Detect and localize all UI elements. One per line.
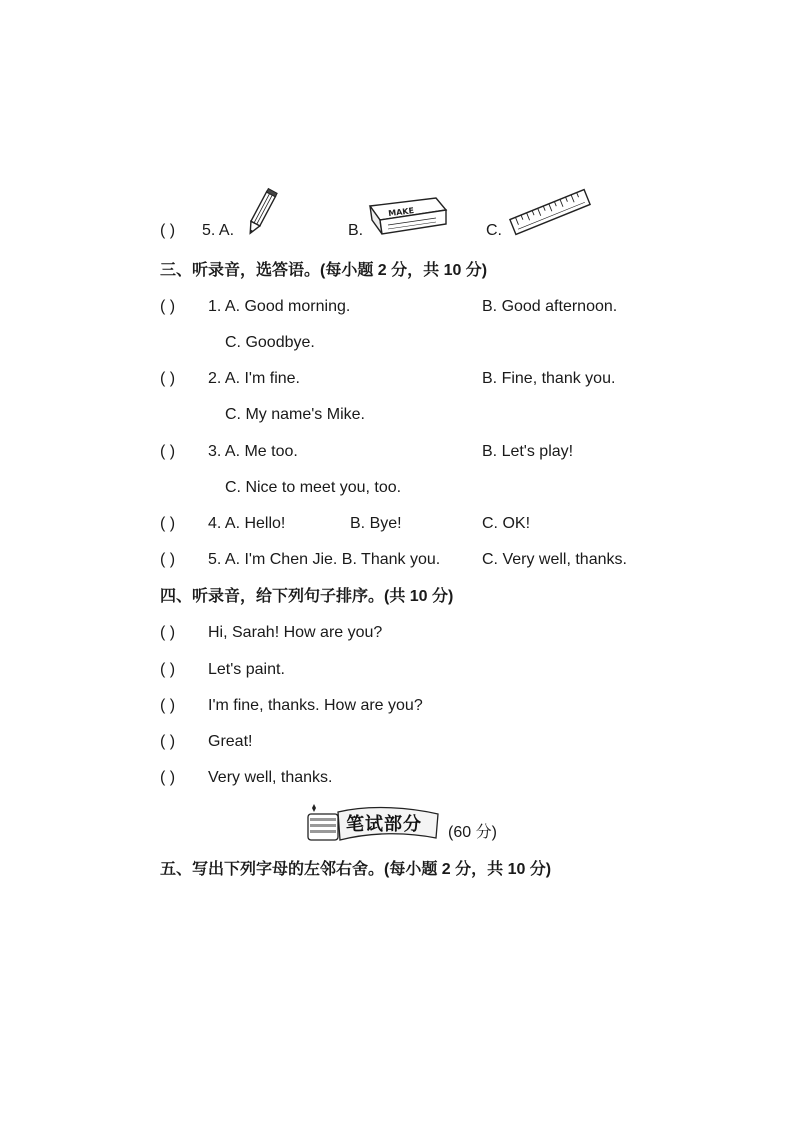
ruler-icon <box>508 188 592 236</box>
q5-option-b-label: B. <box>348 222 364 239</box>
answer-blank[interactable]: ( ) <box>160 370 176 387</box>
section-4-heading: 四、听录音，给下列句子排序。(共 10 分) <box>160 588 454 605</box>
q5-option-a-label: 5. A. <box>202 222 235 239</box>
section-5-heading: 五、写出下列字母的左邻右舍。(每小题 2 分，共 10 分) <box>160 861 552 878</box>
s3-q1-option-b: B. Good afternoon. <box>482 298 618 315</box>
s3-q5-options-a-b: 5. A. I'm Chen Jie. B. Thank you. <box>208 551 441 568</box>
s3-q4-option-a: 4. A. Hello! <box>208 515 286 532</box>
s3-q3-option-a: 3. A. Me too. <box>208 443 298 460</box>
s3-q2-option-b: B. Fine, thank you. <box>482 370 616 387</box>
s4-sentence: I'm fine, thanks. How are you? <box>208 697 423 714</box>
eraser-logo: MAKE <box>387 206 415 219</box>
written-part-badge <box>302 802 442 849</box>
answer-blank[interactable]: ( ) <box>160 515 176 532</box>
section-3-heading: 三、听录音，选答语。(每小题 2 分，共 10 分) <box>160 262 488 279</box>
s3-q1-option-c: C. Goodbye. <box>225 334 315 351</box>
eraser-icon <box>366 192 450 238</box>
s3-q1-option-a: 1. A. Good morning. <box>208 298 351 315</box>
s4-sentence: Very well, thanks. <box>208 769 333 786</box>
s4-sentence: Let's paint. <box>208 661 285 678</box>
s4-sentence: Great! <box>208 733 253 750</box>
s3-q3-option-c: C. Nice to meet you, too. <box>225 479 402 496</box>
s4-sentence: Hi, Sarah! How are you? <box>208 624 383 641</box>
answer-blank[interactable]: ( ) <box>160 222 176 239</box>
answer-blank[interactable]: ( ) <box>160 733 176 750</box>
written-part-title: 笔试部分 <box>346 814 422 835</box>
answer-blank[interactable]: ( ) <box>160 697 176 714</box>
answer-blank[interactable]: ( ) <box>160 298 176 315</box>
written-part-score: (60 分) <box>448 824 497 841</box>
answer-blank[interactable]: ( ) <box>160 443 176 460</box>
answer-blank[interactable]: ( ) <box>160 661 176 678</box>
pencil-icon <box>244 187 278 239</box>
answer-blank[interactable]: ( ) <box>160 551 176 568</box>
s3-q2-option-a: 2. A. I'm fine. <box>208 370 300 387</box>
answer-blank[interactable]: ( ) <box>160 769 176 786</box>
s3-q3-option-b: B. Let's play! <box>482 443 574 460</box>
s3-q4-option-c: C. OK! <box>482 515 531 532</box>
s3-q2-option-c: C. My name's Mike. <box>225 406 365 423</box>
s3-q4-option-b: B. Bye! <box>350 515 402 532</box>
s3-q5-option-c: C. Very well, thanks. <box>482 551 627 568</box>
answer-blank[interactable]: ( ) <box>160 624 176 641</box>
q5-option-c-label: C. <box>486 222 502 239</box>
